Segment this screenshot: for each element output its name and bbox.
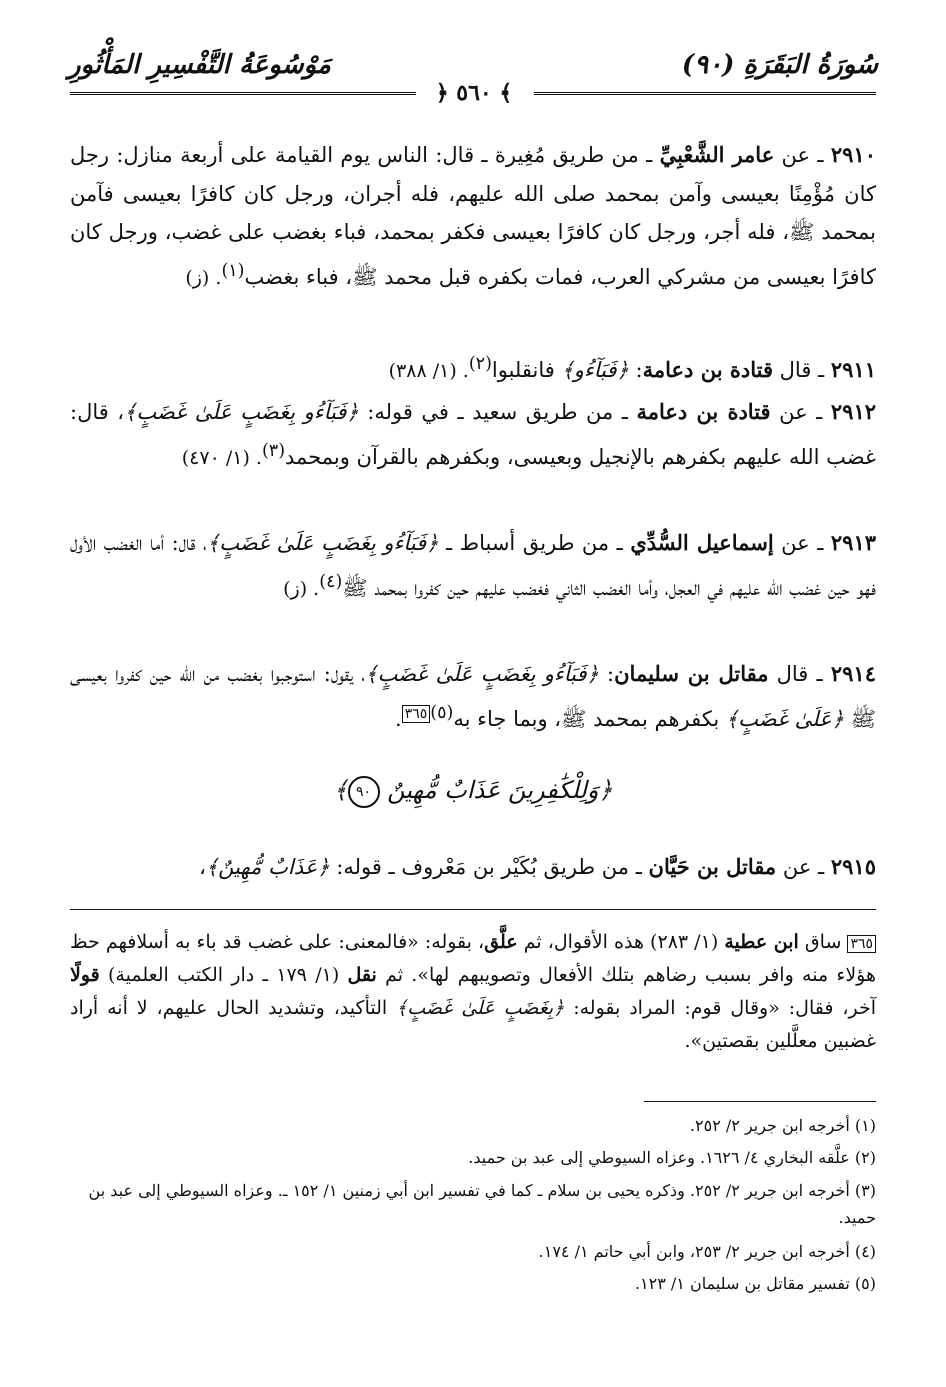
narrator-name: إسماعيل السُّدِّي [630, 530, 774, 555]
narrator-name: مقاتل بن حَيَّان [648, 854, 777, 879]
footnote-marker: (١) [221, 260, 245, 281]
notes-divider [70, 909, 876, 910]
footnote-3: (٣) أخرجه ابن جرير ٢/ ٢٥٢. وذكره يحيى بن سلام ـ كما في تفسير ابن أبي زمنين ١/ ١٥٢ ـ. وعزاه السيوطي إلى عبد بن حميد. [88, 1181, 876, 1227]
entry-text: ـ من طريق سعيد ـ في قوله: [358, 400, 637, 424]
footnote-marker: (٥) [430, 702, 454, 723]
footnote-marker: (٣) [261, 440, 286, 461]
surah-title: سُورَةُ البَقَرَةِ (٩٠) [681, 50, 878, 80]
verse-heading [0, 770, 946, 810]
entry-text: ، قال: غضب الله عليهم بكفرهم بالإنجيل وبعيسى، وبكفرهم بالقرآن وبمحمد [70, 400, 876, 469]
entry-text: ـ عن [770, 400, 831, 424]
entry-text: ـ عن [773, 531, 831, 555]
verse-close: ﴾ [333, 776, 348, 804]
quran-quote: ﴿فَبَآءُو بِغَضَبٍ عَلَىٰ غَضَبٍ﴾ [365, 662, 599, 686]
note-bold: نقل [347, 964, 377, 986]
quran-quote: ﴿عَذَابٌ مُّهِينٌ﴾ [205, 855, 330, 879]
entry-2914 [70, 655, 876, 738]
note-bold: قولًا [70, 964, 100, 986]
reference: . (١/ ٤٧٠) [181, 446, 262, 469]
footnote-5: (٥) تفسير مقاتل بن سليمان ١/ ١٢٣. [634, 1274, 876, 1293]
note-bold: ابن عطية [724, 931, 799, 953]
entry-text: . [395, 706, 402, 731]
quran-quote: ﴿عَلَىٰ غَضَبٍ﴾ [725, 706, 844, 731]
entry-text: ـ عن [776, 855, 831, 879]
ayah-number-icon: ٩٠ [348, 776, 380, 808]
note-text: التأكيد، وتشديد الحال عليهم، لا أنه أراد غضبين معلَّلين بقصتين». [70, 997, 876, 1052]
entry-text: ، [199, 855, 206, 879]
note-marker-box: ٣٦٥ [402, 705, 431, 723]
entry-text: ، قال: أما الغضب الأول فهو حين غضب الله عليهم في العجل، وأما الغضب الثاني فغضب عليهم حين كفروا بمحمد ﷺ [70, 531, 876, 600]
entry-text: ـ قال [773, 358, 831, 382]
book-title: مَوْسُوعَةُ التَّفْسِيرِ المَأْثُورِ [68, 50, 331, 80]
entry-number: ٢٩١٤ [830, 661, 876, 686]
reference: . (ز) [185, 266, 222, 289]
note-text: ، بقوله: «فالمعنى: على غضب قد باء به أسلافهم حظ هؤلاء منه وافر بسبب رضاهم بتلك الأفعال وتصويبهم لها». ثم [70, 931, 876, 986]
footnote-marker: (٤) [319, 571, 343, 592]
entry-text: : [628, 358, 643, 382]
footnote-4: (٤) أخرجه ابن جرير ٢/ ٢٥٣، وابن أبي حاتم ١/ ١٧٤. [538, 1242, 876, 1261]
entry-text: : [598, 662, 615, 686]
footnote-marker: (٢) [468, 354, 492, 374]
quran-quote: ﴿بِغَضَبٍ عَلَىٰ غَضَبٍ﴾ [396, 997, 565, 1019]
entry-text: ، يقول: استوجبوا بغضب من الله حين كفروا بعيسى ﷺ [70, 662, 876, 731]
entry-text: ـ من طريق بُكَيْر بن مَعْروف ـ قوله: [329, 855, 649, 879]
footnotes-divider [644, 1101, 876, 1102]
note-text: (١/ ٢٨٣) هذه الأقوال، ثم [517, 931, 725, 953]
commentary-note [70, 926, 876, 1058]
quran-quote: ﴿فَبَآءُو بِغَضَبٍ عَلَىٰ غَضَبٍ﴾ [124, 400, 359, 424]
footnote-1: (١) أخرجه ابن جرير ٢/ ٢٥٢. [689, 1116, 876, 1135]
entry-text: فانقلبوا [491, 358, 562, 382]
header-rule-left [70, 92, 416, 95]
note-text: (١/ ١٧٩ ـ دار الكتب العلمية) [99, 964, 348, 986]
header-rule-right [534, 92, 876, 95]
entry-2912 [70, 393, 876, 477]
entry-2911 [70, 345, 876, 391]
note-text: آخر، فقال: «وقال قوم: المراد بقوله: [564, 997, 876, 1019]
entry-2913 [70, 524, 876, 608]
entry-2915 [70, 848, 876, 887]
reference: . (ز) [283, 577, 320, 600]
note-bold: علَّق [484, 931, 518, 953]
narrator-name: قتادة بن دعامة [636, 399, 771, 424]
narrator-name: مقاتل بن سليمان [614, 661, 769, 686]
note-marker-box: ٣٦٥ [847, 935, 876, 953]
entry-number: ٢٩١٢ [830, 399, 877, 424]
entry-number: ٢٩١٥ [830, 854, 876, 879]
narrator-name: قتادة بن دعامة [642, 357, 773, 382]
verse-text: ﴿وَلِلْكَٰفِرِينَ عَذَابٌ مُّهِينٌ [387, 776, 613, 804]
reference: . (١/ ٣٨٨) [388, 360, 469, 382]
note-text: ساق [798, 931, 848, 953]
entry-number: ٢٩١٣ [830, 530, 877, 555]
entry-number: ٢٩١١ [830, 357, 876, 382]
quran-quote: ﴿فَبَآءُو بِغَضَبٍ عَلَىٰ غَضَبٍ﴾ [206, 531, 439, 555]
entry-text: ـ عن [774, 143, 831, 167]
narrator-name: عامر الشَّعْبِيِّ [659, 142, 775, 167]
page-number: ﴾ ٥٦٠ ﴿ [435, 80, 513, 106]
entry-text: ـ قال [768, 662, 831, 686]
quran-quote: ﴿فَبَآءُو﴾ [561, 358, 629, 382]
entry-number: ٢٩١٠ [830, 142, 876, 167]
entry-text: ـ من طريق مُغِيرة ـ قال: الناس يوم القيامة على أربعة منازل: رجل كان مُؤْمِنًا بعيسى وآمن بمحمد صلى الله عليهم، فله أجران، ورجل كان كافرًا بعيسى فآمن بمحمد ﷺ، فله أجر، ورجل كان كافرًا بعيسى فكفر بمحمد، فباء بغضب على غضب، ورجل كان كافرًا بعيسى من مشركي العرب، فمات بكفره قبل محمد ﷺ، فباء بغضب [70, 143, 876, 289]
entry-text: بكفرهم بمحمد ﷺ، وبما جاء به [453, 706, 726, 731]
entry-text: ـ من طريق أسباط ـ [438, 531, 631, 555]
footnote-2: (٢) علَّقه البخاري ٤/ ١٦٢٦. وعزاه السيوطي إلى عبد بن حميد. [468, 1148, 876, 1167]
entry-2910 [70, 136, 876, 297]
